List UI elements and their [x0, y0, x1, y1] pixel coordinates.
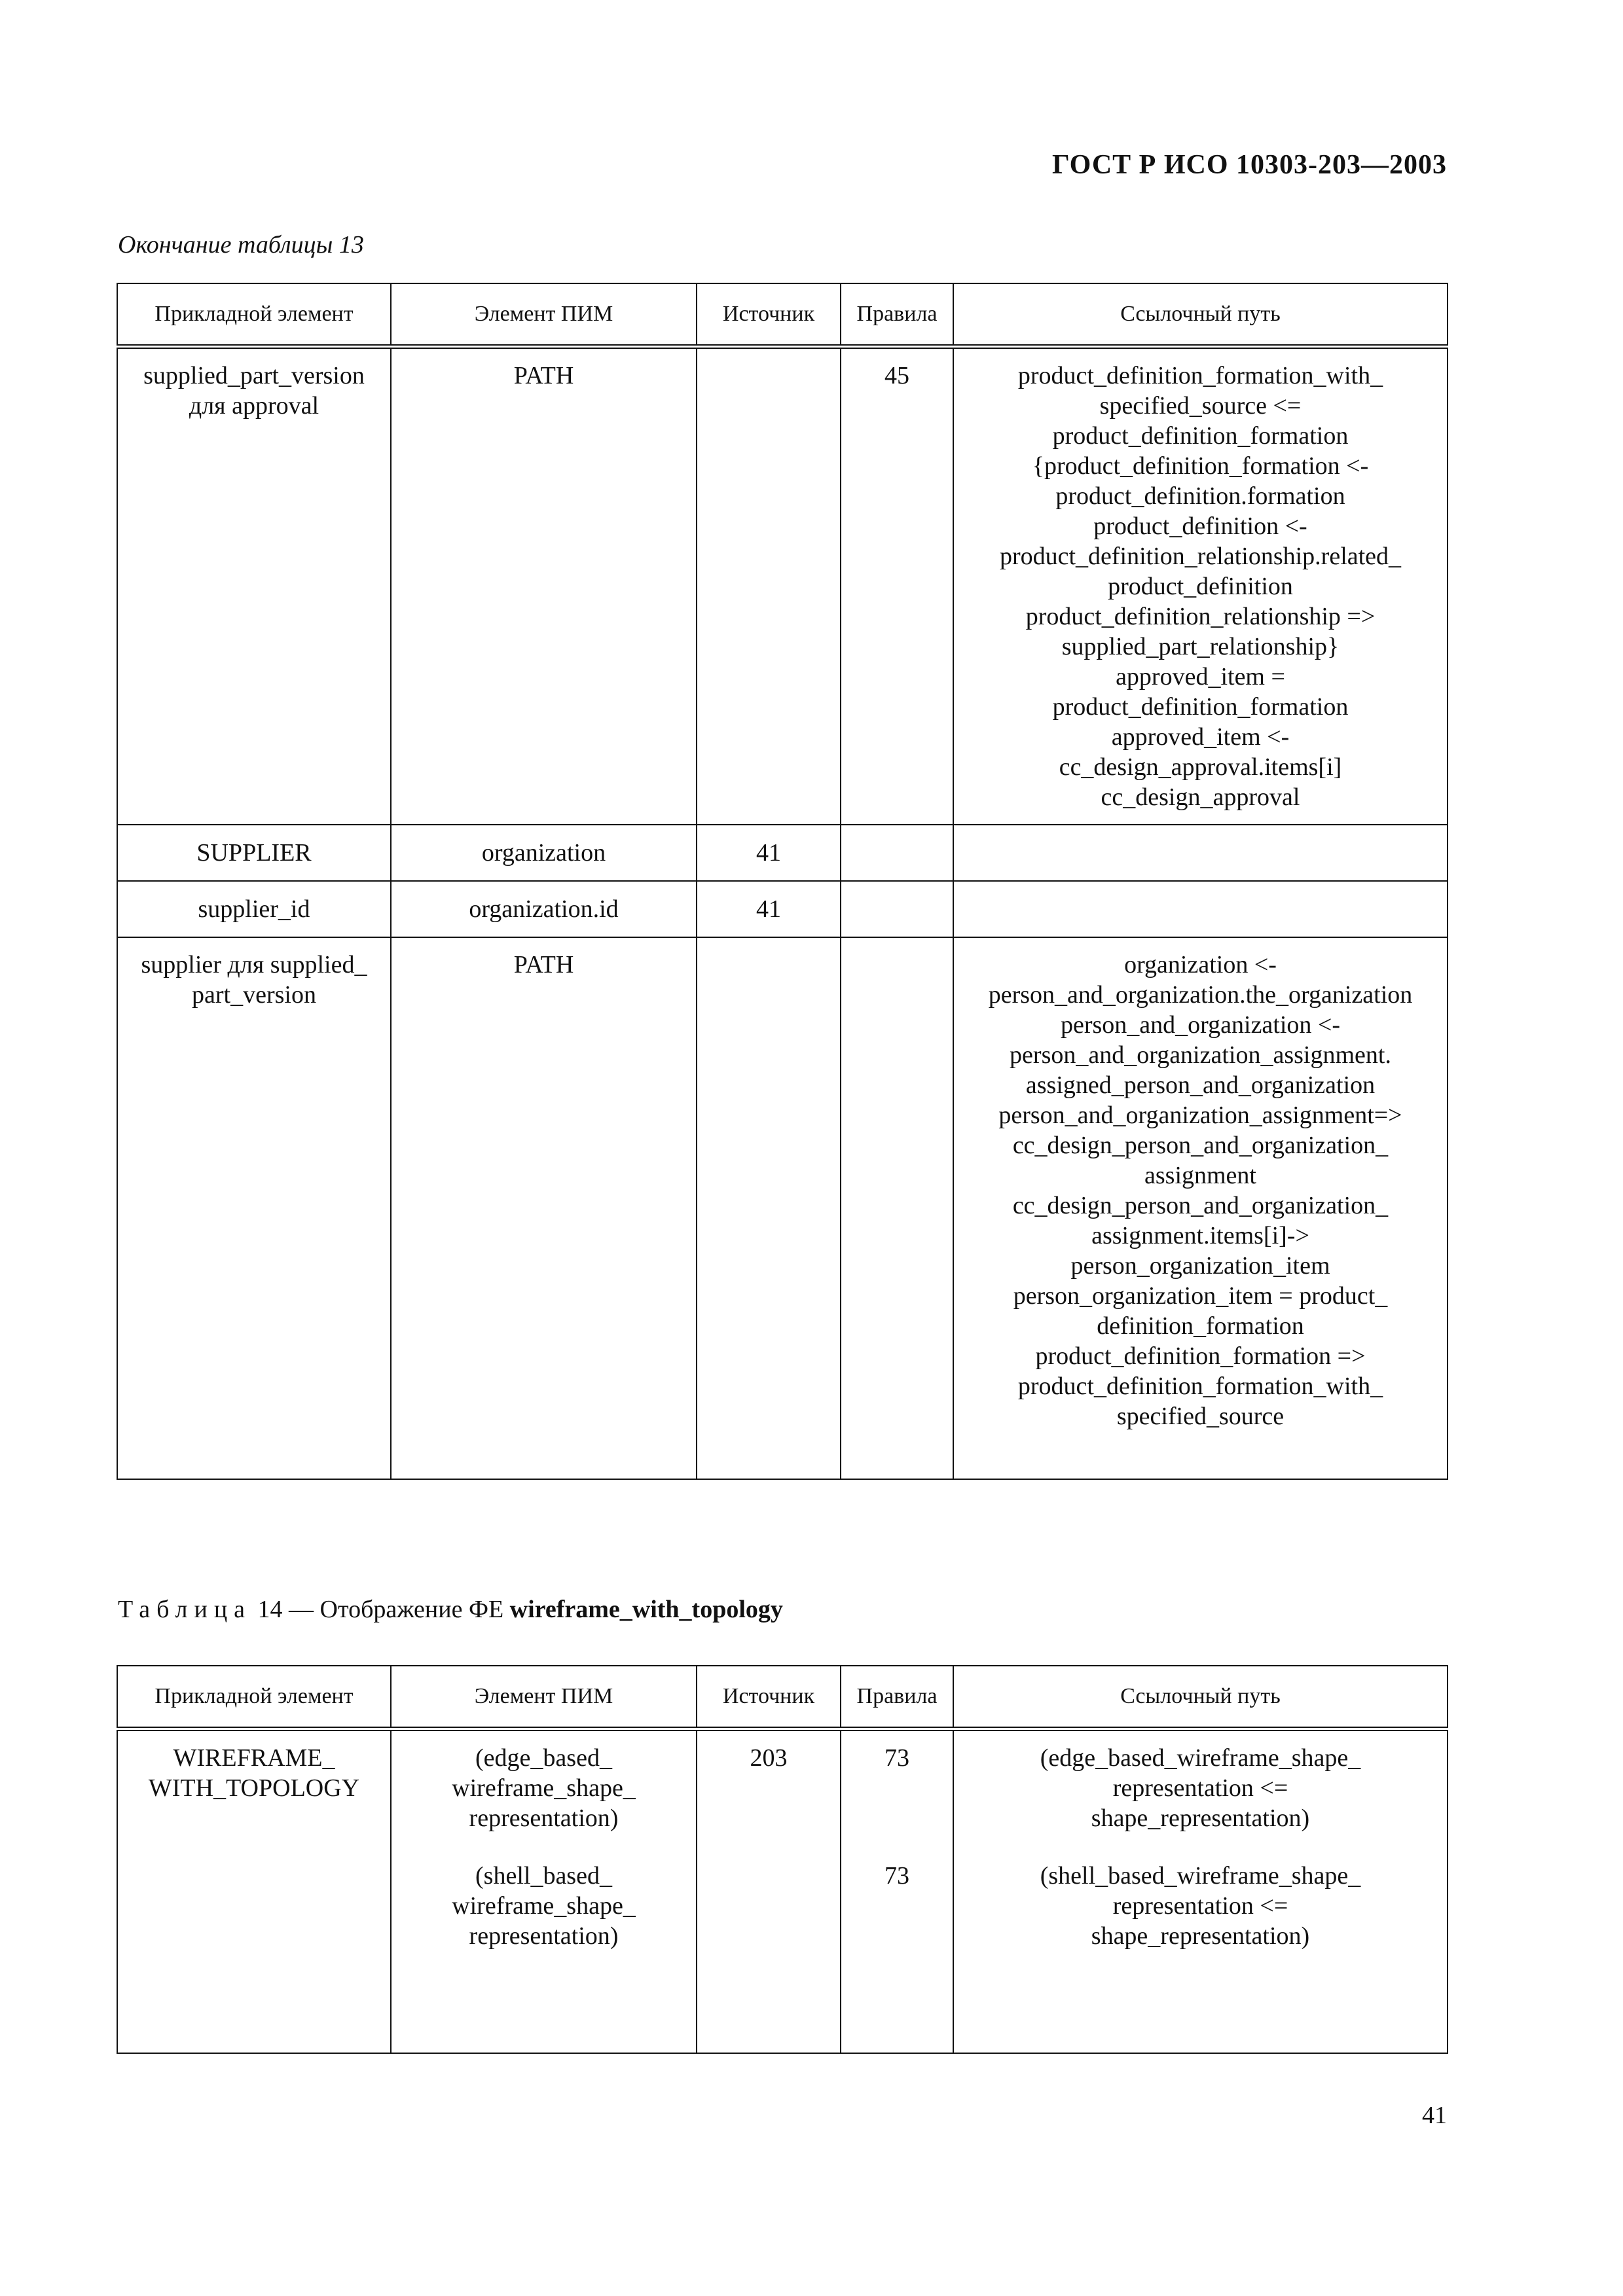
column-header-rules: Правила [841, 1666, 953, 1729]
column-header-aim-element: Элемент ПИМ [391, 1666, 697, 1729]
table-13-continuation-caption: Окончание таблицы 13 [118, 231, 364, 259]
aim-element-entry: (shell_based_ wireframe_shape_ representation) [452, 1862, 636, 1950]
source-cell [697, 347, 841, 825]
column-header-applied-element: Прикладной элемент [117, 283, 391, 347]
reference-path-cell: organization <- person_and_organization.the_organization person_and_organization <- person_and_organization_assignment. assigned_person_and_organization person_and_organization_assignment=> cc_design_person_and_organization_ assignment cc_design_person_and_organization_ assignment.items[i]-> person_organization_item person_organization_item = product_ definition_formation product_definition_formation => product_definition_formation_with_ specified_source [953, 937, 1448, 1479]
column-header-applied-element: Прикладной элемент [117, 1666, 391, 1729]
column-header-reference-path: Ссылочный путь [953, 283, 1448, 347]
source-cell: 203 [697, 1729, 841, 2053]
source-cell: 41 [697, 881, 841, 937]
reference-path-entry: (shell_based_wireframe_shape_ representation <= shape_representation) [1040, 1862, 1361, 1950]
aim-element-cell: organization.id [391, 881, 697, 937]
table-row [117, 937, 1448, 1479]
table-14 [117, 1665, 1448, 2054]
aim-element-cell: PATH [391, 937, 697, 1479]
document-code: ГОСТ Р ИСО 10303-203—2003 [1051, 150, 1447, 180]
rules-cell [841, 937, 953, 1479]
rules-cell [841, 1729, 953, 2053]
table-13 [117, 283, 1448, 1480]
table-row [117, 825, 1448, 881]
reference-path-entry: (edge_based_wireframe_shape_ representation <= shape_representation) [1040, 1744, 1361, 1832]
aim-element-cell [391, 1729, 697, 2053]
table-row [117, 347, 1448, 825]
reference-path-cell [953, 1729, 1448, 2053]
reference-path-cell [953, 825, 1448, 881]
table-14-caption-entity: wireframe_with_topology [509, 1596, 783, 1623]
table-14-caption-prefix: Таблица [118, 1596, 252, 1623]
applied-element-cell: WIREFRAME_ WITH_TOPOLOGY [117, 1729, 391, 2053]
applied-element-cell: supplier для supplied_ part_version [117, 937, 391, 1479]
rules-entry: 73 [884, 1744, 909, 1772]
table-row [117, 1729, 1448, 2053]
rules-cell [841, 881, 953, 937]
aim-element-cell: organization [391, 825, 697, 881]
aim-element-cell: PATH [391, 347, 697, 825]
column-header-aim-element: Элемент ПИМ [391, 283, 697, 347]
table-header-row [117, 283, 1448, 347]
reference-path-cell [953, 881, 1448, 937]
column-header-source: Источник [697, 283, 841, 347]
source-cell [697, 937, 841, 1479]
table-row [117, 881, 1448, 937]
applied-element-cell: supplier_id [117, 881, 391, 937]
table-header-row [117, 1666, 1448, 1729]
rules-cell: 45 [841, 347, 953, 825]
applied-element-cell: supplied_part_version для approval [117, 347, 391, 825]
applied-element-cell: SUPPLIER [117, 825, 391, 881]
rules-cell [841, 825, 953, 881]
table-14-caption [118, 1595, 783, 1624]
page-number: 41 [1422, 2102, 1447, 2129]
column-header-source: Источник [697, 1666, 841, 1729]
source-cell: 41 [697, 825, 841, 881]
table-14-caption-text: 14 — Отображение ФЕ [251, 1596, 510, 1623]
reference-path-cell: product_definition_formation_with_ specified_source <= product_definition_formation {product_definition_formation <- product_definition.formation product_definition <- product_definition_relationship.related_ product_definition product_definition_relationship => supplied_part_relationship} approved_item = product_definition_formation approved_item <- cc_design_approval.items[i] cc_design_approval [953, 347, 1448, 825]
column-header-rules: Правила [841, 283, 953, 347]
column-header-reference-path: Ссылочный путь [953, 1666, 1448, 1729]
rules-entry: 73 [884, 1862, 909, 1890]
aim-element-entry: (edge_based_ wireframe_shape_ representation) [452, 1744, 636, 1832]
